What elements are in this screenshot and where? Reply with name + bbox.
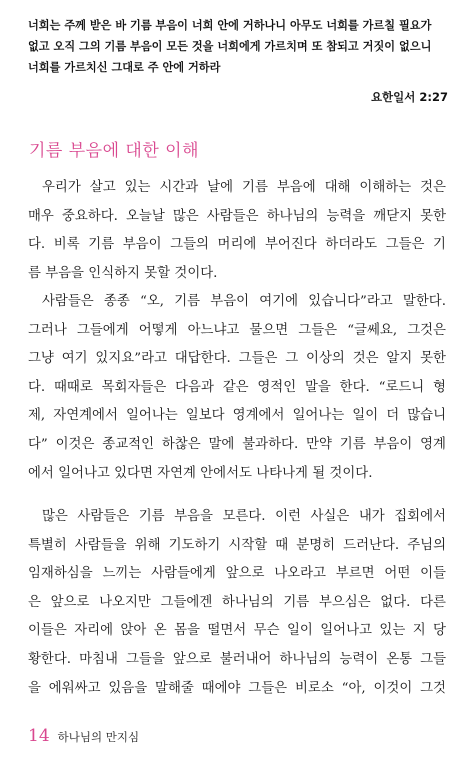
paragraph-line: 임재하심을 느끼는 사람들에게 앞으로 나오라고 부르면 어떤 이들 <box>28 566 446 582</box>
paragraph-line: 에서 일어나고 있다면 자연계 안에서도 나타나게 될 것이다. <box>28 465 373 481</box>
paragraph-line: 다. 때때로 목회자들은 다음과 같은 영적인 말을 한다. “로드니 형 <box>28 379 446 395</box>
paragraph-line: 그러나 그들에게 어떻게 아느냐고 물으면 그들은 “글쎄요, 그것은 <box>28 322 446 338</box>
paragraph-line: 많은 사람들은 기름 부음을 모른다. 이런 사실은 내가 집회에서 <box>42 509 446 524</box>
paragraph <box>28 503 446 703</box>
paragraph-line: 은 앞으로 나오지만 그들에겐 하나님의 기름 부으심은 없다. 다른 <box>28 594 446 610</box>
paragraph-line: 특별히 사람들을 위해 기도하기 시작할 때 분명히 드러난다. 주님의 <box>28 537 446 553</box>
paragraph <box>28 174 446 288</box>
paragraph-line: 름 부음을 인식하지 못할 것이다. <box>28 265 218 281</box>
epigraph-quote <box>28 15 448 78</box>
running-title: 하나님의 만지심 <box>57 730 140 744</box>
paragraph-line: 사람들은 종종 “오, 기름 부음이 여기에 있습니다”라고 말한다. <box>42 294 446 309</box>
page-number: 14 <box>28 726 50 746</box>
paragraph-line: 을 에워싸고 있음을 말해줄 때에야 그들은 비로소 “아, 이것이 그것 <box>28 680 446 696</box>
epigraph-line: 없고 오직 그의 기름 부음이 모든 것을 너희에게 가르치며 또 참되고 거짓이 없으니 <box>28 40 432 53</box>
page-footer <box>28 726 139 746</box>
epigraph-citation: 요한일서 2:27 <box>370 90 448 104</box>
paragraph-line: 황한다. 마침내 그들을 앞으로 불러내어 하나님의 능력이 온통 그들 <box>28 651 446 667</box>
epigraph-line: 너희를 가르치신 그대로 주 안에 거하라 <box>28 61 221 74</box>
paragraph-line: 이들은 자리에 앉아 온 몸을 떨면서 무슨 일이 일어나고 있는 지 당 <box>28 623 446 639</box>
paragraph <box>28 288 446 488</box>
paragraph-line: 우리가 살고 있는 시간과 날에 기름 부음에 대해 이해하는 것은 <box>42 180 446 195</box>
paragraph-line: 매우 중요하다. 오늘날 많은 사람들은 하나님의 능력을 깨닫지 못한 <box>28 208 446 224</box>
section-title: 기름 부음에 대한 이해 <box>29 141 200 161</box>
paragraph-line: 다. 비록 기름 부음이 그들의 머리에 부어진다 하더라도 그들은 기 <box>28 237 446 253</box>
paragraph-line: 그냥 여기 있지요”라고 대답한다. 그들은 그 이상의 것은 알지 못한 <box>28 351 446 367</box>
paragraph-line: 다” 이것은 종교적인 하찮은 말에 불과하다. 만약 기름 부음이 영계 <box>28 436 446 452</box>
epigraph-line: 너희는 주께 받은 바 기름 부음이 너희 안에 거하나니 아무도 너희를 가르칠 필요가 <box>28 19 432 32</box>
paragraph-line: 제, 자연계에서 일어나는 일보다 영계에서 일어나는 일이 더 많습니 <box>28 408 446 424</box>
